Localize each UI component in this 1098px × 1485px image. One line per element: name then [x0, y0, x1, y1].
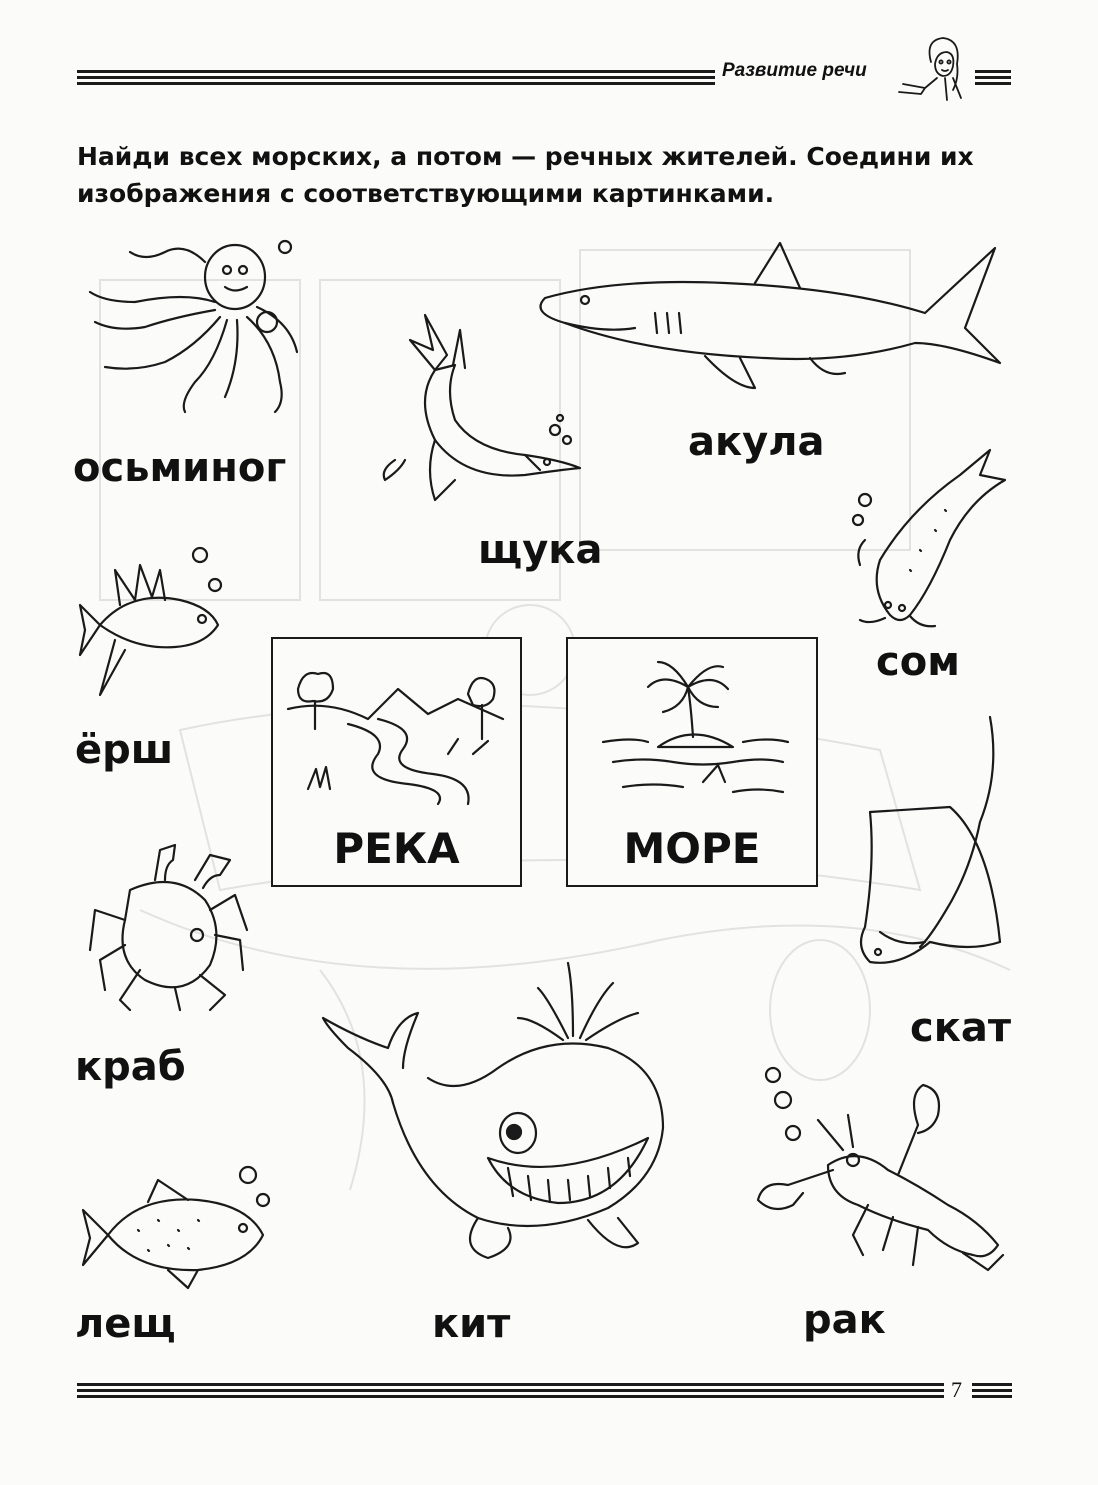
footer-rule-right [972, 1383, 1012, 1398]
word-crayfish: рак [803, 1297, 886, 1343]
river-box[interactable] [271, 637, 522, 887]
river-landscape-icon [288, 669, 503, 804]
word-pike: щука [478, 527, 603, 573]
word-whale: кит [432, 1301, 511, 1347]
island-sea-icon [593, 657, 793, 807]
sea-box[interactable] [566, 637, 818, 887]
header-rule-left [77, 70, 715, 85]
crayfish-picture[interactable] [748, 1055, 1010, 1285]
bream-picture[interactable] [78, 1160, 278, 1290]
word-shark: акула [688, 419, 825, 465]
word-ruff: ёрш [75, 727, 174, 773]
header-rule-right [975, 70, 1011, 85]
octopus-picture[interactable] [75, 232, 305, 422]
word-bream: лещ [75, 1301, 176, 1347]
shark-picture[interactable] [525, 238, 1010, 403]
page-number: 7 [951, 1377, 962, 1402]
section-title: Развитие речи [722, 60, 867, 81]
task-instruction: Найди всех морских, а потом — речных жителей. Соедини их изображения с соответствующими картинками. [77, 142, 974, 208]
stingray-picture[interactable] [850, 712, 1010, 982]
word-crab: краб [75, 1044, 186, 1090]
word-stingray: скат [910, 1005, 1012, 1051]
catfish-picture[interactable] [840, 440, 1010, 630]
ruff-picture[interactable] [80, 545, 235, 705]
sea-label: МОРЕ [623, 824, 761, 873]
crab-picture[interactable] [85, 840, 250, 1015]
word-octopus: осьминог [73, 445, 287, 491]
footer-rule-left [77, 1383, 944, 1398]
girl-pointing-icon [895, 32, 970, 102]
whale-picture[interactable] [318, 958, 680, 1268]
river-label: РЕКА [333, 824, 460, 873]
word-catfish: сом [876, 639, 960, 685]
